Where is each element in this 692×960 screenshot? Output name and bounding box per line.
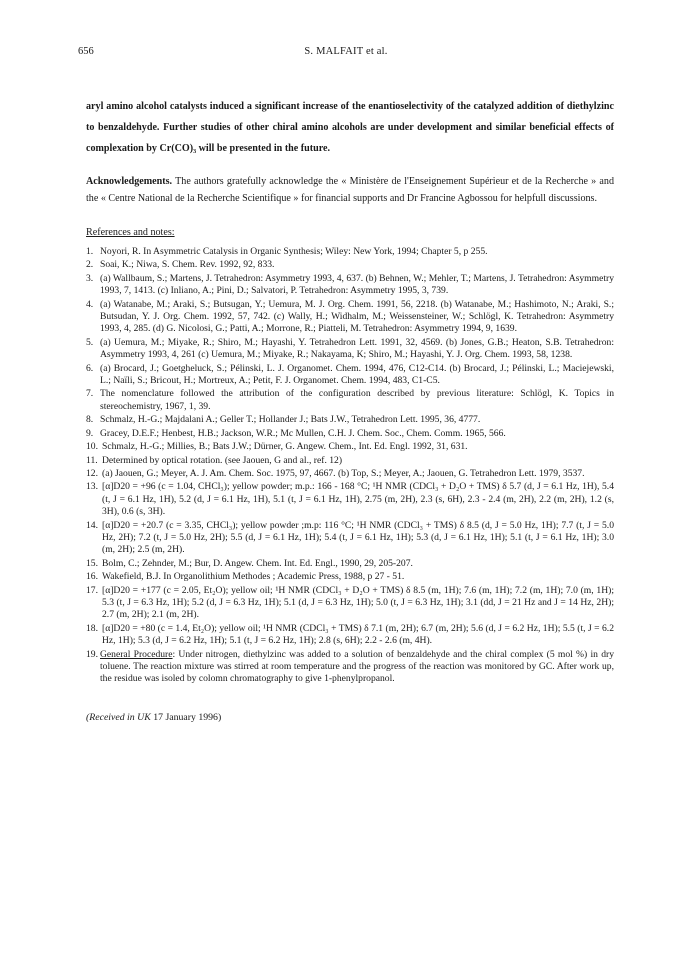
reference-number: 1. [86,246,94,257]
intro-paragraph: aryl amino alcohol catalysts induced a significant increase of the enantioselectivity of the catalyzed addition of diethylzinc to benzaldehyde. Further studies of other chiral amino alcohols are under development and similar beneficial effects of complexation by Cr(CO)₃ will be presented in the future. [86,101,614,154]
general-procedure-text: : Under nitrogen, diethylzinc was added to a solution of benzaldehyde and the chiral complex (5 mol %) in dry toluene. The reaction mixture was stirred at room temperature and the progress of the reaction was monitored by GC. After work up, the residue was isoled by colomn chromatography to give 1-phenylpropanol. [100,648,614,685]
reference-text: (a) Uemura, M.; Miyake, R.; Shiro, M.; Hayashi, Y. Tetrahedron Lett. 1991, 32, 4569. (b) Jones, G.B.; Heaton, S.B. Tetrahedron: Asymmetry 1993, 4, 261 (c) Uemura, M.; Miyake, R.; Nakayama, K; Shiro, M.; Hayashi, Y. J. Org. Chem. 1993, 58, 1238. [100,336,614,361]
reference-text: (a) Wallbaum, S.; Martens, J. Tetrahedron: Asymmetry 1993, 4, 637. (b) Behnen, W.; Mehler, T.; Martens, J. Tetrahedron: Asymmetry 1993, 7, 1413. (c) Inliano, A.; Pini, D.; Salvatori, P. Tetrahedron: Asymmetry 1995, 3, 739. [100,272,614,297]
reference-text: (a) Watanabe, M.; Araki, S.; Butsugan, Y.; Uemura, M. J. Org. Chem. 1991, 56, 2218. (b) Watanabe, M.; Hashimoto, N.; Araki, S.; Butsudan, Y. J. Org. Chem. 1992, 57, 742. (c) Wally, H.; Widhalm, M.; Weissensteiner, W.; Schlögl, K. Tetrahedron: Asymmetry 1993, 4, 285. (d) G. Nicolosi, G.; Patti, A.; Morrone, R.; Piatteli, M. Tetrahedron: Asymmetry 1994, 9, 1639. [100,298,614,335]
reference-text: Wakefield, B.J. In Organolithium Methodes ; Academic Press, 1988, p 27 - 51. [102,571,405,583]
reference-item-11 [86,455,614,467]
reference-number: 10. [86,441,98,453]
reference-item-13 [86,481,614,518]
references-title: References and notes: [86,227,175,238]
reference-number: 9. [86,427,94,439]
received-label: (Received in UK [86,711,151,723]
reference-item-2 [86,259,614,271]
reference-number: 13. [86,481,98,493]
reference-item-18 [86,623,614,648]
reference-text: (a) Brocard, J.; Goetgheluck, S.; Pélinski, L. J. Organomet. Chem. 1994, 476, C12-C14. (b) Brocard, J.; Pélinski, L.; Maciejewski, L.; Naïli, S.; Bricout, H.; Mortreux, A.; Petit, F. J. Organomet. Chem. 1994, 483, C1-C5. [100,362,614,387]
reference-text: Bolm, C.; Zehnder, M.; Bur, D. Angew. Chem. Int. Ed. Engl., 1990, 29, 205-207. [102,557,413,569]
acknowledgements-paragraph [86,174,614,207]
reference-text: Soai, K.; Niwa, S. Chem. Rev. 1992, 92, 833. [100,259,275,271]
reference-item-12 [86,468,614,480]
reference-list [86,246,614,648]
reference-item-4 [86,299,614,336]
received-note [86,710,614,725]
reference-number: 18. [86,622,98,634]
general-procedure-label: General Procedure [100,648,173,660]
reference-item-15 [86,558,614,570]
reference-text: (a) Jaouen, G.; Meyer, A. J. Am. Chem. Soc. 1975, 97, 4667. (b) Top, S.; Meyer, A.; Jaouen, G. Tetrahedron Lett. 1979, 3537. [102,467,585,479]
reference-number: 16. [86,571,98,583]
reference-text: Determined by optical rotation. (see Jaouen, G and al., ref. 12) [102,454,343,466]
reference-item-16 [86,571,614,583]
reference-number: 2. [86,259,94,271]
reference-item-9 [86,428,614,440]
reference-text: [α]D20 = +96 (c = 1.04, CHCl₃); yellow powder; m.p.: 166 - 168 °C; ¹H NMR (CDCl₃ + D₂O + TMS) δ 5.7 (d, J = 6.1 Hz, 1H), 5.4 (t, J = 6.1 Hz, 1H), 5.2 (d, J = 6.1 Hz, 1H), 5.1 (t, J = 6.1 Hz, 1H), 2.75 (m, 2H), 2.3 (s, 6H), 2.3 - 2.4 (m, 2H), 2.2 (m, 2H), 1.2 (s, 3H), 0.6 (s, 3H). [102,481,614,518]
reference-item-14 [86,520,614,557]
reference-item-5 [86,337,614,362]
reference-item-3 [86,273,614,298]
reference-text: Schmalz, H.-G.; Majdalani A.; Geller T.; Hollander J.; Bats J.W., Tetrahedron Lett. 1995, 36, 4777. [100,414,481,426]
reference-number: 5. [86,336,94,348]
reference-text: [α]D20 = +20.7 (c = 3.35, CHCl₃); yellow powder ;m.p: 116 °C; ¹H NMR (CDCl₃ + TMS) δ 8.5 (d, J = 5.0 Hz, 1H); 7.7 (t, J = 5.0 Hz, 2H); 7.2 (t, J = 5.0 Hz, 2H); 5.5 (d, J = 6.1 Hz, 1H); 5.4 (t, J = 6.1 Hz, 1H); 5.3 (d, J = 6.1 Hz, 1H); 5.1 (t, J = 6.1 Hz, 1H); 3.0 (m, 2H); 2.5 (m, 2H). [102,519,614,556]
reference-text: Gracey, D.E.F.; Henbest, H.B.; Jackson, W.R.; Mc Mullen, C.H. J. Chem. Soc., Chem. Comm. 1965, 566. [100,427,506,439]
reference-list-tail [86,649,614,686]
reference-text [100,649,614,686]
acknowledgements-text: The authors gratefully acknowledge the « Ministère de l'Enseignement Supérieur et de la Recherche » and the « Centre National de la Recherche Scientifique » for financial supports and Dr Francine Agbossou for helpfull discussions. [86,176,615,204]
reference-number: 15. [86,557,98,569]
reference-item-17 [86,585,614,622]
article-body [86,96,614,725]
reference-text: Noyori, R. In Asymmetric Catalysis in Organic Synthesis; Wiley: New York, 1994; Chapter 5, p 255. [100,246,488,257]
reference-item-8 [86,414,614,426]
reference-number: 19. [86,648,98,660]
reference-item-6 [86,363,614,388]
reference-item-19 [86,649,614,686]
reference-text: [α]D20 = +80 (c = 1.4, Et₂O); yellow oil; ¹H NMR (CDCl₃ + TMS) δ 7.1 (m, 2H); 6.7 (m, 2H); 5.6 (d, J = 6.2 Hz, 1H); 5.5 (t, J = 6.2 Hz, 1H); 5.3 (d, J = 6.2 Hz, 1H); 5.1 (t, J = 6.2 Hz, 1H); 2.8 (s, 6H); 2.2 - 2.6 (m, 4H). [102,622,614,647]
page-header [78,46,614,60]
reference-item-1 [86,246,614,258]
reference-item-7 [86,388,614,413]
page-number: 656 [78,46,94,57]
reference-number: 14. [86,519,98,531]
reference-number: 6. [86,362,94,374]
reference-number: 8. [86,414,94,426]
received-date: 17 January 1996) [153,711,222,723]
reference-text: Schmalz, H.-G.; Millies, B.; Bats J.W.; Dürner, G. Angew. Chem., Int. Ed. Engl. 1992, 31, 631. [102,441,468,453]
reference-item-10 [86,441,614,453]
reference-number: 12. [86,467,98,479]
reference-number: 7. [86,388,94,400]
reference-number: 11. [86,454,98,466]
acknowledgements-heading: Acknowledgements. [86,176,173,187]
reference-number: 4. [86,298,94,310]
reference-number: 17. [86,584,98,596]
reference-text: The nomenclature followed the attribution of the configuration described by previous literature: Schlögl, K. Topics in stereochemistry, 1967, 1, 39. [100,388,614,412]
running-title: S. MALFAIT et al. [304,46,388,57]
reference-number: 3. [86,272,94,284]
reference-text: [α]D20 = +177 (c = 2.05, Et₂O); yellow oil; ¹H NMR (CDCl₃ + D₂O + TMS) δ 8.5 (m, 1H); 7.6 (m, 1H); 7.2 (m, 1H); 7.0 (m, 1H); 5.3 (t, J = 6.3 Hz, 1H); 5.2 (d, J = 6.3 Hz, 1H); 5.1 (d, J = 6.3 Hz, 1H); 5.0 (t, J = 6.3 Hz, 1H); 3.1 (dd, J = 21 Hz and J = 14 Hz, 2H); 2.7 (m, 2H); 2.1 (m, 2H). [102,584,614,621]
